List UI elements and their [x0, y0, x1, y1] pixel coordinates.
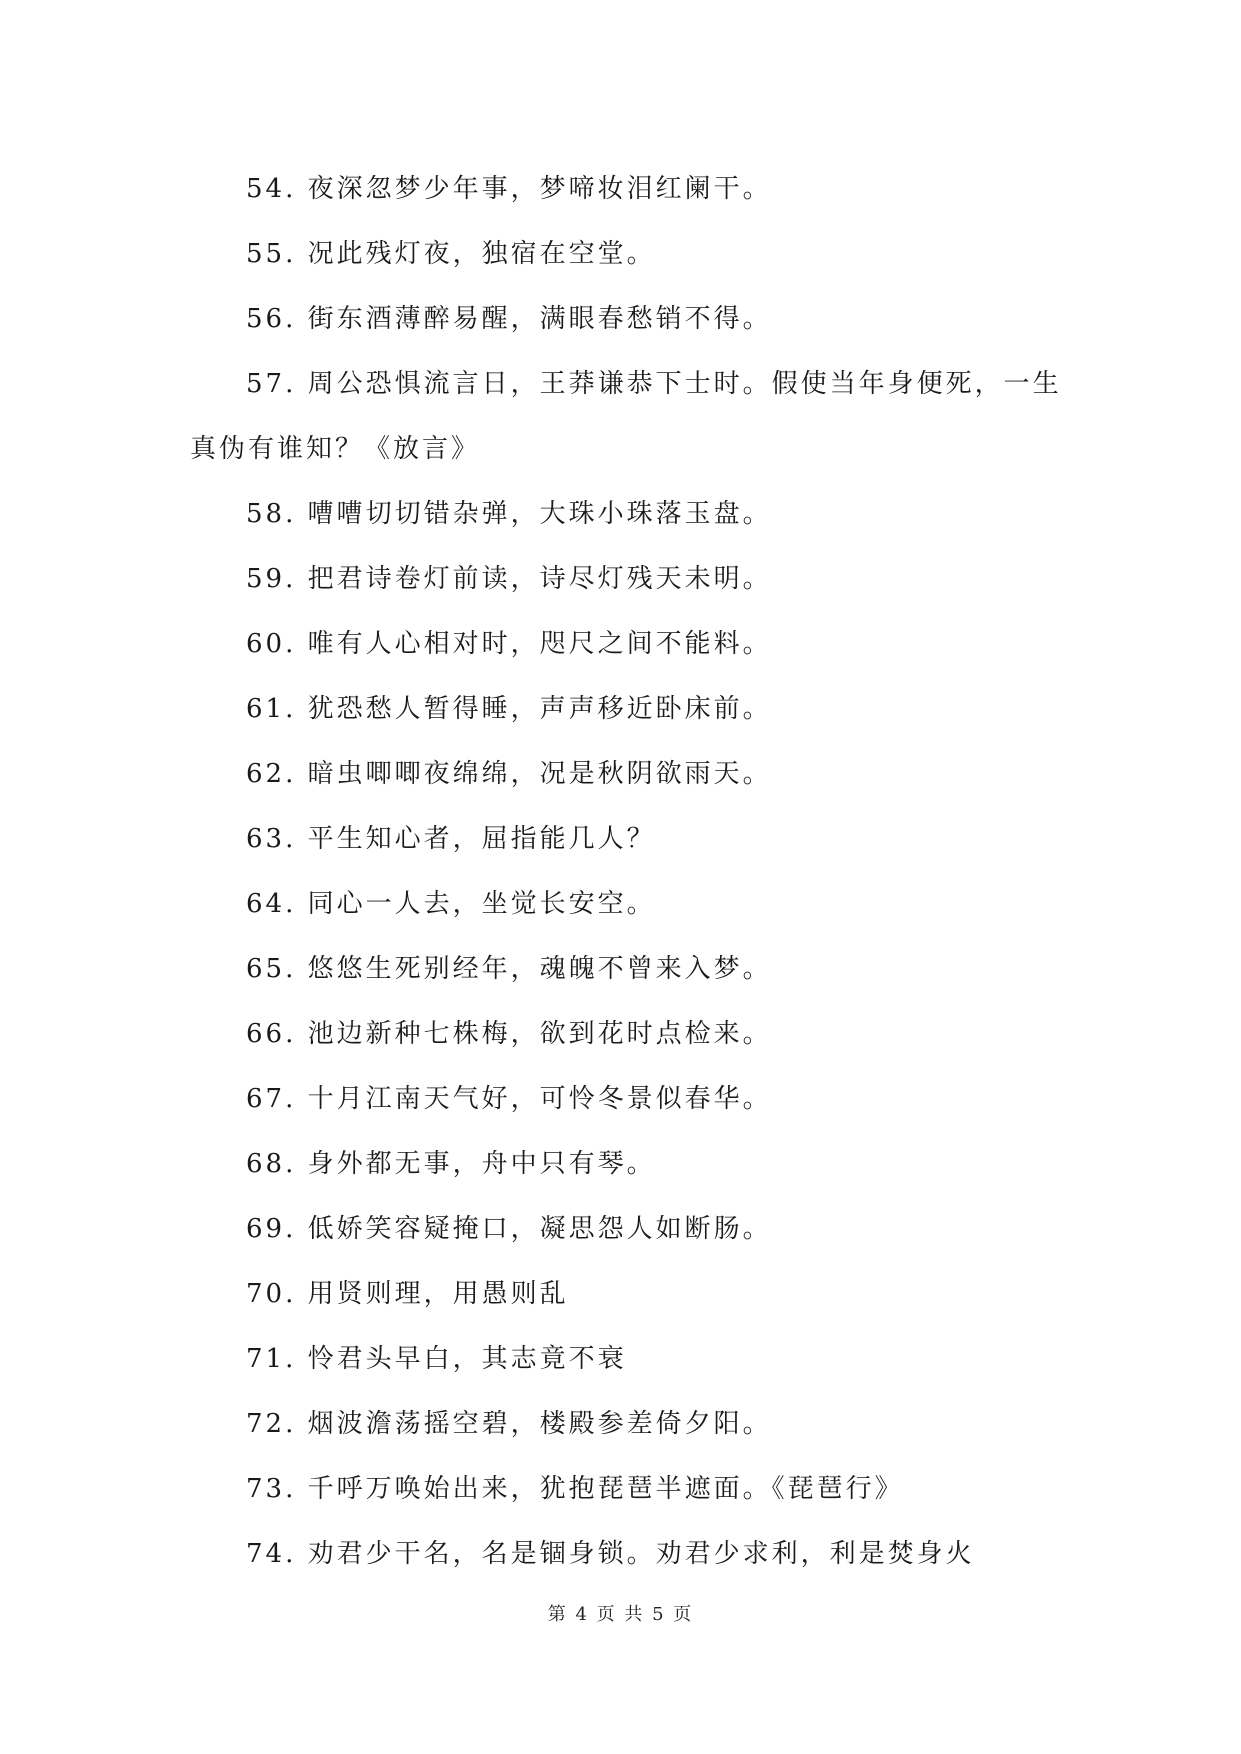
- list-item: 74. 劝君少干名，名是锢身锁。劝君少求利，利是焚身火: [246, 1539, 975, 1569]
- list-item: 54. 夜深忽梦少年事，梦啼妆泪红阑干。: [246, 174, 772, 204]
- list-item: 56. 街东酒薄醉易醒，满眼春愁销不得。: [246, 304, 772, 334]
- list-item: 66. 池边新种七株梅，欲到花时点检来。: [246, 1019, 772, 1049]
- list-item: 69. 低娇笑容疑掩口，凝思怨人如断肠。: [246, 1214, 772, 1244]
- list-item: 63. 平生知心者，屈指能几人？: [246, 824, 656, 854]
- list-item: 70. 用贤则理，用愚则乱: [246, 1279, 569, 1309]
- list-item: 71. 怜君头早白，其志竟不衰: [246, 1344, 627, 1374]
- list-item: 60. 唯有人心相对时，咫尺之间不能料。: [246, 629, 772, 659]
- list-item-continuation: 真伪有谁知？《放言》: [190, 434, 481, 464]
- list-item: 72. 烟波澹荡摇空碧，楼殿参差倚夕阳。: [246, 1409, 772, 1439]
- list-item: 59. 把君诗卷灯前读，诗尽灯残天未明。: [246, 564, 772, 594]
- list-item: 61. 犹恐愁人暂得睡，声声移近卧床前。: [246, 694, 772, 724]
- list-item: 65. 悠悠生死别经年，魂魄不曾来入梦。: [246, 954, 772, 984]
- list-item: 67. 十月江南天气好，可怜冬景似春华。: [246, 1084, 772, 1114]
- poem-list: [190, 157, 1070, 1587]
- list-item: 58. 嘈嘈切切错杂弹，大珠小珠落玉盘。: [246, 499, 772, 529]
- list-item: 57. 周公恐惧流言日，王莽谦恭下士时。假使当年身便死，一生: [246, 369, 1062, 399]
- list-item: 73. 千呼万唤始出来，犹抱琵琶半遮面。《琵琶行》: [246, 1474, 904, 1504]
- list-item: 55. 况此残灯夜，独宿在空堂。: [246, 239, 656, 269]
- list-item: 64. 同心一人去，坐觉长安空。: [246, 889, 656, 919]
- page-footer: 第 4 页 共 5 页: [547, 1604, 694, 1625]
- list-item: 62. 暗虫唧唧夜绵绵，况是秋阴欲雨天。: [246, 759, 772, 789]
- list-item: 68. 身外都无事，舟中只有琴。: [246, 1149, 656, 1179]
